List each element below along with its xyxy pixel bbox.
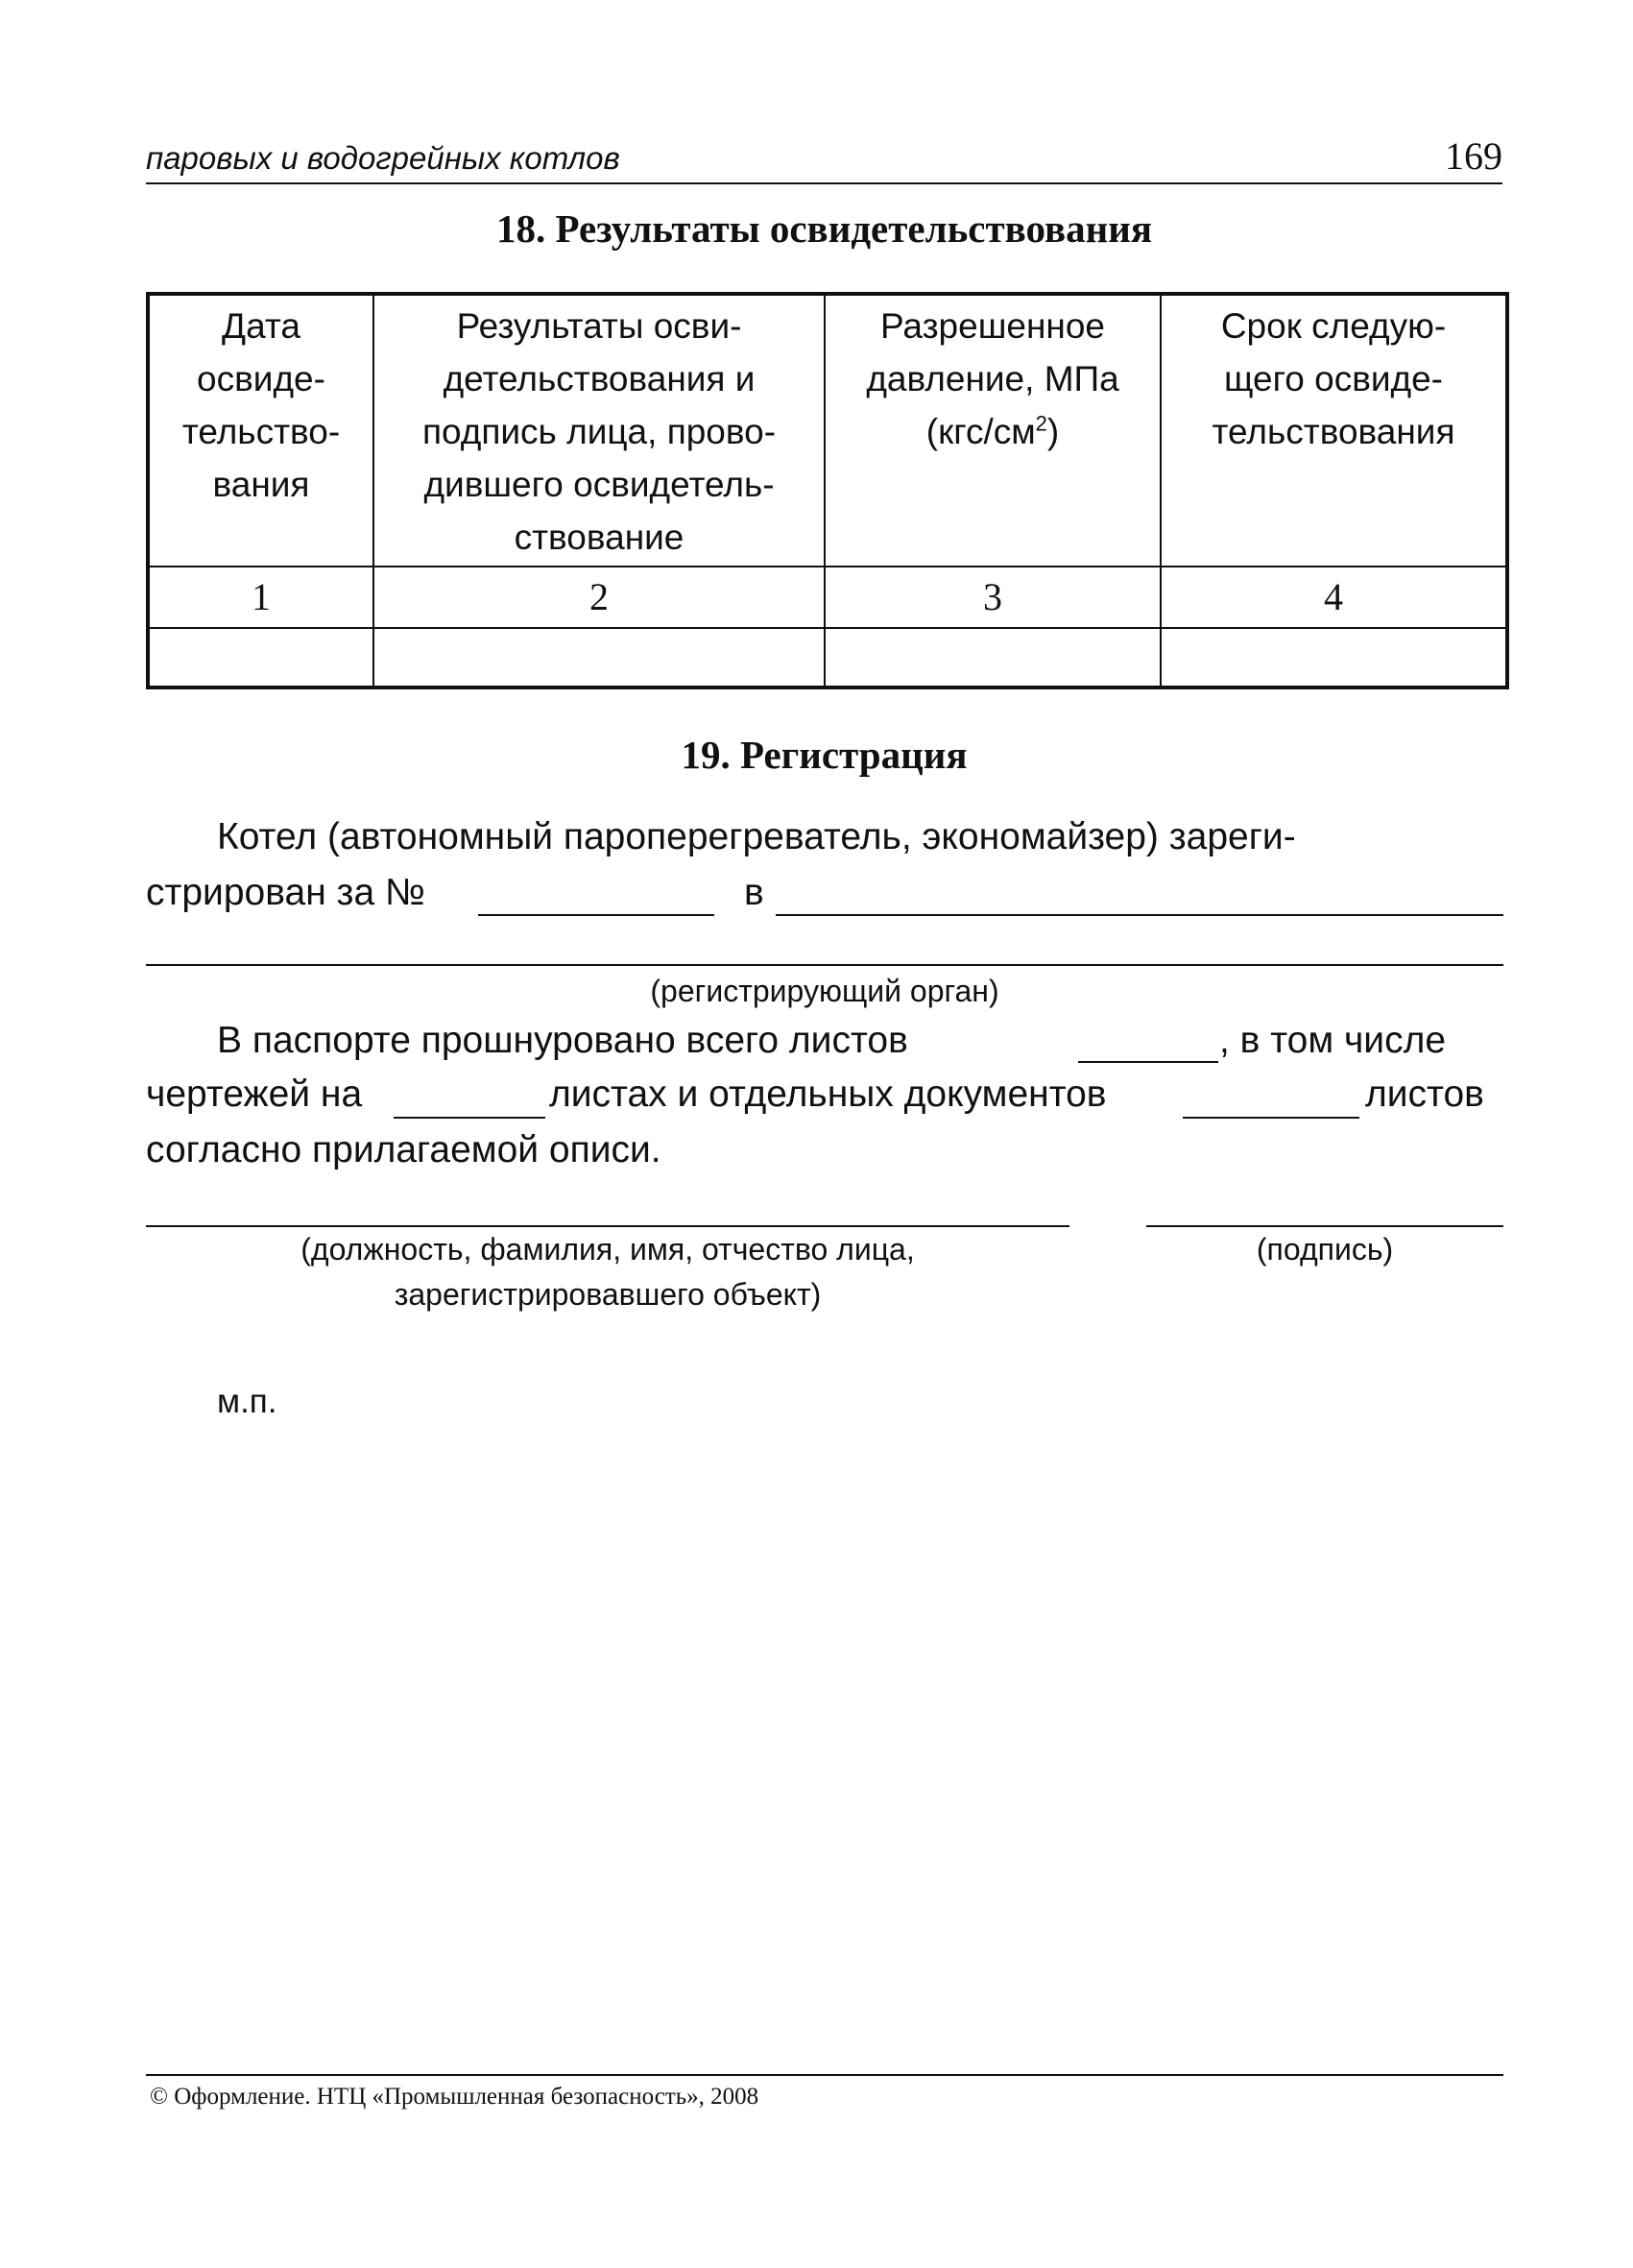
sheets-text-line3: согласно прилагаемой описи.	[146, 1129, 661, 1170]
column-number: 2	[373, 567, 825, 628]
column-number: 4	[1161, 567, 1507, 628]
table-cell[interactable]	[825, 628, 1161, 688]
footer-copyright: © Оформление. НТЦ «Промышленная безопасность», 2008	[150, 2084, 759, 2110]
drawing-sheets-blank[interactable]	[394, 1117, 545, 1119]
column-number: 1	[148, 567, 373, 628]
header-cell-pressure	[825, 294, 1161, 567]
position-caption-line1: (должность, фамилия, имя, отчество лица,	[300, 1232, 915, 1267]
registration-place-blank[interactable]	[776, 914, 1503, 916]
column-number-row	[148, 567, 1507, 628]
pressure-header-text: Разрешенное давление, МПа	[866, 306, 1119, 398]
footer-divider	[146, 2074, 1503, 2076]
section-19-title: 19. Регистрация	[681, 733, 968, 777]
table-cell[interactable]	[148, 628, 373, 688]
registration-text-line1: Котел (автономный пароперегреватель, экономайзер) зареги-	[217, 816, 1296, 857]
page-number: 169	[1445, 134, 1502, 178]
signature-blank[interactable]	[1146, 1225, 1503, 1227]
pressure-unit: $(кгс/см^2)$	[925, 411, 1060, 451]
position-caption-line2: зарегистрировавшего объект)	[394, 1277, 822, 1312]
sheets-text-line1a: В паспорте прошнуровано всего листов	[217, 1020, 908, 1061]
total-sheets-blank[interactable]	[1078, 1061, 1218, 1063]
sheets-text-line2b: листах и отдельных документов	[549, 1074, 1107, 1115]
running-title: паровых и водогрейных котлов	[146, 140, 620, 176]
sheets-text-line1b: , в том числе	[1219, 1020, 1447, 1061]
column-number: 3	[825, 567, 1161, 628]
stamp-place: м.п.	[217, 1383, 277, 1420]
sheets-text-line2a: чертежей на	[146, 1074, 363, 1115]
header-cell-next-inspection: Срок следую- щего освиде- тельствования	[1161, 294, 1507, 567]
registration-number-blank[interactable]	[478, 914, 714, 916]
sheets-text-line2c: листов	[1365, 1074, 1484, 1115]
header-cell-date: Дата освиде- тельство- вания	[148, 294, 373, 567]
registering-authority-caption: (регистрирующий орган)	[650, 974, 999, 1008]
running-head	[146, 131, 1502, 184]
registration-text-line2a: стрирован за №	[146, 872, 425, 913]
signature-caption: (подпись)	[1256, 1232, 1394, 1267]
inspection-results-table	[146, 292, 1509, 689]
position-name-blank[interactable]	[146, 1225, 1069, 1227]
table-cell[interactable]	[373, 628, 825, 688]
registration-text-line2b: в	[744, 872, 764, 913]
registering-authority-blank[interactable]	[146, 964, 1503, 966]
table-row	[148, 628, 1507, 688]
section-18-title: 18. Результаты освидетельствования	[495, 206, 1153, 251]
table-cell[interactable]	[1161, 628, 1507, 688]
header-cell-results: Результаты осви- детельствования и подпись лица, прово- дившего освидетель- ствование	[373, 294, 825, 567]
document-sheets-blank[interactable]	[1183, 1117, 1359, 1119]
table-header-row	[148, 294, 1507, 567]
